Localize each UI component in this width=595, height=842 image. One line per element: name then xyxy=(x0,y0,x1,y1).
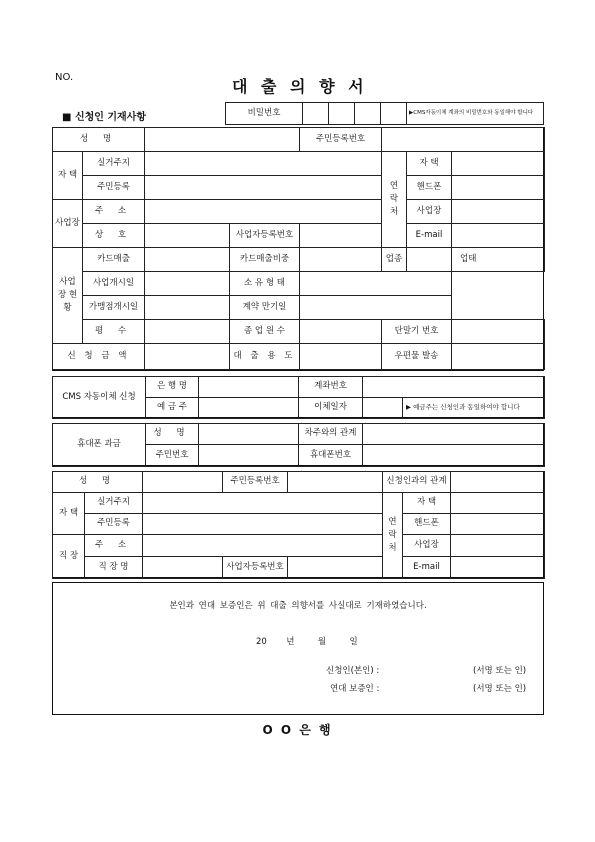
guarantor-work-address-field[interactable] xyxy=(143,535,383,557)
guarantor-work-label: 직 장 xyxy=(53,535,85,579)
workplace-name-label: 직 장 명 xyxy=(85,557,143,579)
guarantor-resident-no-label: 주민등록번호 xyxy=(223,472,288,493)
terminal-no-field[interactable] xyxy=(452,320,545,344)
merchant-start-label: 가맹점개시일 xyxy=(83,296,145,320)
home-phone-label: 자 택 xyxy=(407,152,452,176)
mobile-billing-section xyxy=(52,423,544,466)
guarantor-business-reg-no-label: 사업자등록번호 xyxy=(223,557,288,579)
relation-to-borrower-label: 차주와의 관계 xyxy=(299,424,363,445)
applicant-section xyxy=(52,127,544,371)
depositor-field[interactable] xyxy=(199,398,299,419)
business-start-label: 사업개시일 xyxy=(83,272,145,296)
depositor-note: ▶ 예금주는 신청인과 동일하여야 합니다 xyxy=(403,398,545,419)
square-bullet-icon: ■ xyxy=(62,112,72,123)
business-phone-field[interactable] xyxy=(452,200,545,224)
area-field[interactable] xyxy=(145,320,230,344)
account-no-field[interactable] xyxy=(363,377,545,398)
guarantor-registered-address-label: 주민등록 xyxy=(85,514,143,535)
business-place-label: 사업장 xyxy=(53,200,83,248)
section-title-text: 신청인 기재사항 xyxy=(74,112,147,123)
merchant-start-field[interactable] xyxy=(145,296,230,320)
registered-address-field[interactable] xyxy=(145,176,382,200)
declaration-box xyxy=(52,582,544,715)
email-field[interactable] xyxy=(452,224,545,248)
business-address-label: 주 소 xyxy=(83,200,145,224)
actual-address-field[interactable] xyxy=(145,152,382,176)
guarantor-relation-field[interactable] xyxy=(451,472,545,493)
mail-delivery-label: 우편물 발송 xyxy=(382,344,452,370)
pin-digit-3[interactable] xyxy=(355,103,381,125)
card-sales-label: 카드매출 xyxy=(83,248,145,272)
form-number-label: NO. xyxy=(55,72,74,83)
business-phone-label: 사업장 xyxy=(407,200,452,224)
guarantor-business-phone-label: 사업장 xyxy=(403,535,451,557)
contract-expiry-label: 계약 만기일 xyxy=(230,296,300,320)
business-reg-no-field[interactable] xyxy=(300,224,382,248)
employees-field[interactable] xyxy=(300,320,382,344)
transfer-date-label: 이체일자 xyxy=(299,398,363,419)
mobile-label: 핸드폰 xyxy=(407,176,452,200)
pin-label: 비밀번호 xyxy=(226,103,303,125)
trade-name-field[interactable] xyxy=(145,224,230,248)
pin-note: ▶CMS자동이체 계좌의 비밀번호와 동일해야 합니다 xyxy=(407,103,544,125)
declaration-statement: 본인과 연대 보증인은 위 대출 의향서를 사실대로 기재하였습니다. xyxy=(169,601,427,611)
guarantor-relation-label: 신청인과의 관계 xyxy=(383,472,451,493)
mobile-billing-name-label: 성 명 xyxy=(146,424,199,445)
applicant-name-label: 성 명 xyxy=(53,128,145,152)
guarantor-name-label: 성 명 xyxy=(53,472,143,493)
business-type-label: 업태 xyxy=(460,253,477,264)
guarantor-home-phone-field[interactable] xyxy=(451,493,545,514)
guarantor-mobile-label: 핸드폰 xyxy=(403,514,451,535)
applicant-signature-label: 신청인(본인) : xyxy=(326,666,380,676)
cms-title: CMS 자동이체 신청 xyxy=(53,377,146,419)
depositor-label: 예 금 주 xyxy=(146,398,199,419)
actual-address-label: 실거주지 xyxy=(83,152,145,176)
guarantor-section xyxy=(52,471,544,578)
area-label: 평 수 xyxy=(83,320,145,344)
applicant-signature-field[interactable]: (서명 또는 인) xyxy=(473,666,527,676)
guarantor-business-reg-no-field[interactable] xyxy=(288,557,383,579)
guarantor-work-address-label: 주 소 xyxy=(85,535,143,557)
bank-name-footer: O O 은 행 xyxy=(262,723,333,737)
business-address-field[interactable] xyxy=(145,200,382,224)
applicant-resident-no-field[interactable] xyxy=(382,128,545,152)
card-sales-ratio-field[interactable] xyxy=(300,248,382,272)
workplace-name-field[interactable] xyxy=(143,557,223,579)
registered-address-label: 주민등록 xyxy=(83,176,145,200)
card-sales-field[interactable] xyxy=(145,248,230,272)
cms-section xyxy=(52,376,544,418)
mobile-billing-title: 휴대폰 과금 xyxy=(53,424,146,467)
guarantor-mobile-field[interactable] xyxy=(451,514,545,535)
business-status-label: 사업장 현 황 xyxy=(53,248,83,344)
email-label: E-mail xyxy=(407,224,452,248)
employees-label: 종 업 원 수 xyxy=(230,320,300,344)
business-start-field[interactable] xyxy=(145,272,230,296)
guarantor-actual-address-field[interactable] xyxy=(143,493,383,514)
business-reg-no-label: 사업자등록번호 xyxy=(230,224,300,248)
section-title xyxy=(62,108,146,123)
date-year-unit: 년 xyxy=(286,637,295,647)
mail-delivery-field[interactable] xyxy=(452,344,545,370)
guarantor-registered-address-field[interactable] xyxy=(143,514,383,535)
account-no-label: 계좌번호 xyxy=(299,377,363,398)
bank-label: 은 행 명 xyxy=(146,377,199,398)
loan-purpose-label: 대 출 용 도 xyxy=(230,344,300,370)
applicant-home-label: 자 택 xyxy=(53,152,83,200)
mobile-phone-no-label: 휴대폰번호 xyxy=(299,445,363,467)
guarantor-actual-address-label: 실거주지 xyxy=(85,493,143,514)
ownership-label: 소 유 형 태 xyxy=(230,272,300,296)
guarantor-name-field[interactable] xyxy=(143,472,223,493)
trade-name-label: 상 호 xyxy=(83,224,145,248)
pin-digit-1[interactable] xyxy=(303,103,329,125)
business-type-cell[interactable] xyxy=(452,248,545,272)
pin-digit-2[interactable] xyxy=(329,103,355,125)
home-phone-field[interactable] xyxy=(452,152,545,176)
applicant-name-field[interactable] xyxy=(145,128,300,152)
loan-purpose-field[interactable] xyxy=(300,344,382,370)
loan-amount-label: 신 청 금 액 xyxy=(53,344,145,370)
pin-digit-4[interactable] xyxy=(381,103,407,125)
applicant-resident-no-label: 주민등록번호 xyxy=(300,128,382,152)
page-title: 대 출 의 향 서 xyxy=(232,77,368,96)
guarantor-resident-no-field[interactable] xyxy=(288,472,383,493)
bank-field[interactable] xyxy=(199,377,299,398)
mobile-field[interactable] xyxy=(452,176,545,200)
guarantor-email-label: E-mail xyxy=(403,557,451,579)
card-sales-ratio-label: 카드매출비중 xyxy=(230,248,300,272)
terminal-no-label: 단말기 번호 xyxy=(382,320,452,344)
date-year-prefix: 20 xyxy=(256,637,267,647)
mobile-billing-resident-no-field[interactable] xyxy=(199,445,299,467)
ownership-field[interactable] xyxy=(300,272,452,296)
guarantor-email-field[interactable] xyxy=(451,557,545,579)
industry-field[interactable] xyxy=(407,248,452,272)
applicant-contact-label: 연락처 xyxy=(382,152,407,248)
guarantor-home-phone-label: 자 택 xyxy=(403,493,451,514)
guarantor-contact-label: 연락처 xyxy=(383,493,403,579)
guarantor-business-phone-field[interactable] xyxy=(451,535,545,557)
guarantor-signature-field[interactable]: (서명 또는 인) xyxy=(473,684,527,694)
contract-expiry-field[interactable] xyxy=(300,296,452,320)
mobile-billing-resident-no-label: 주민번호 xyxy=(146,445,199,467)
loan-amount-field[interactable] xyxy=(145,344,230,370)
date-day-label: 일 xyxy=(349,637,358,647)
relation-to-borrower-field[interactable] xyxy=(363,424,545,445)
guarantor-signature-label: 연대 보증인 : xyxy=(330,684,380,694)
date-month-label: 월 xyxy=(317,637,327,647)
mobile-billing-name-field[interactable] xyxy=(199,424,299,445)
mobile-phone-no-field[interactable] xyxy=(363,445,545,467)
declaration-date xyxy=(256,635,358,647)
guarantor-home-label: 자 택 xyxy=(53,493,85,535)
industry-label: 업종 xyxy=(382,248,407,272)
transfer-date-field[interactable] xyxy=(363,398,403,419)
